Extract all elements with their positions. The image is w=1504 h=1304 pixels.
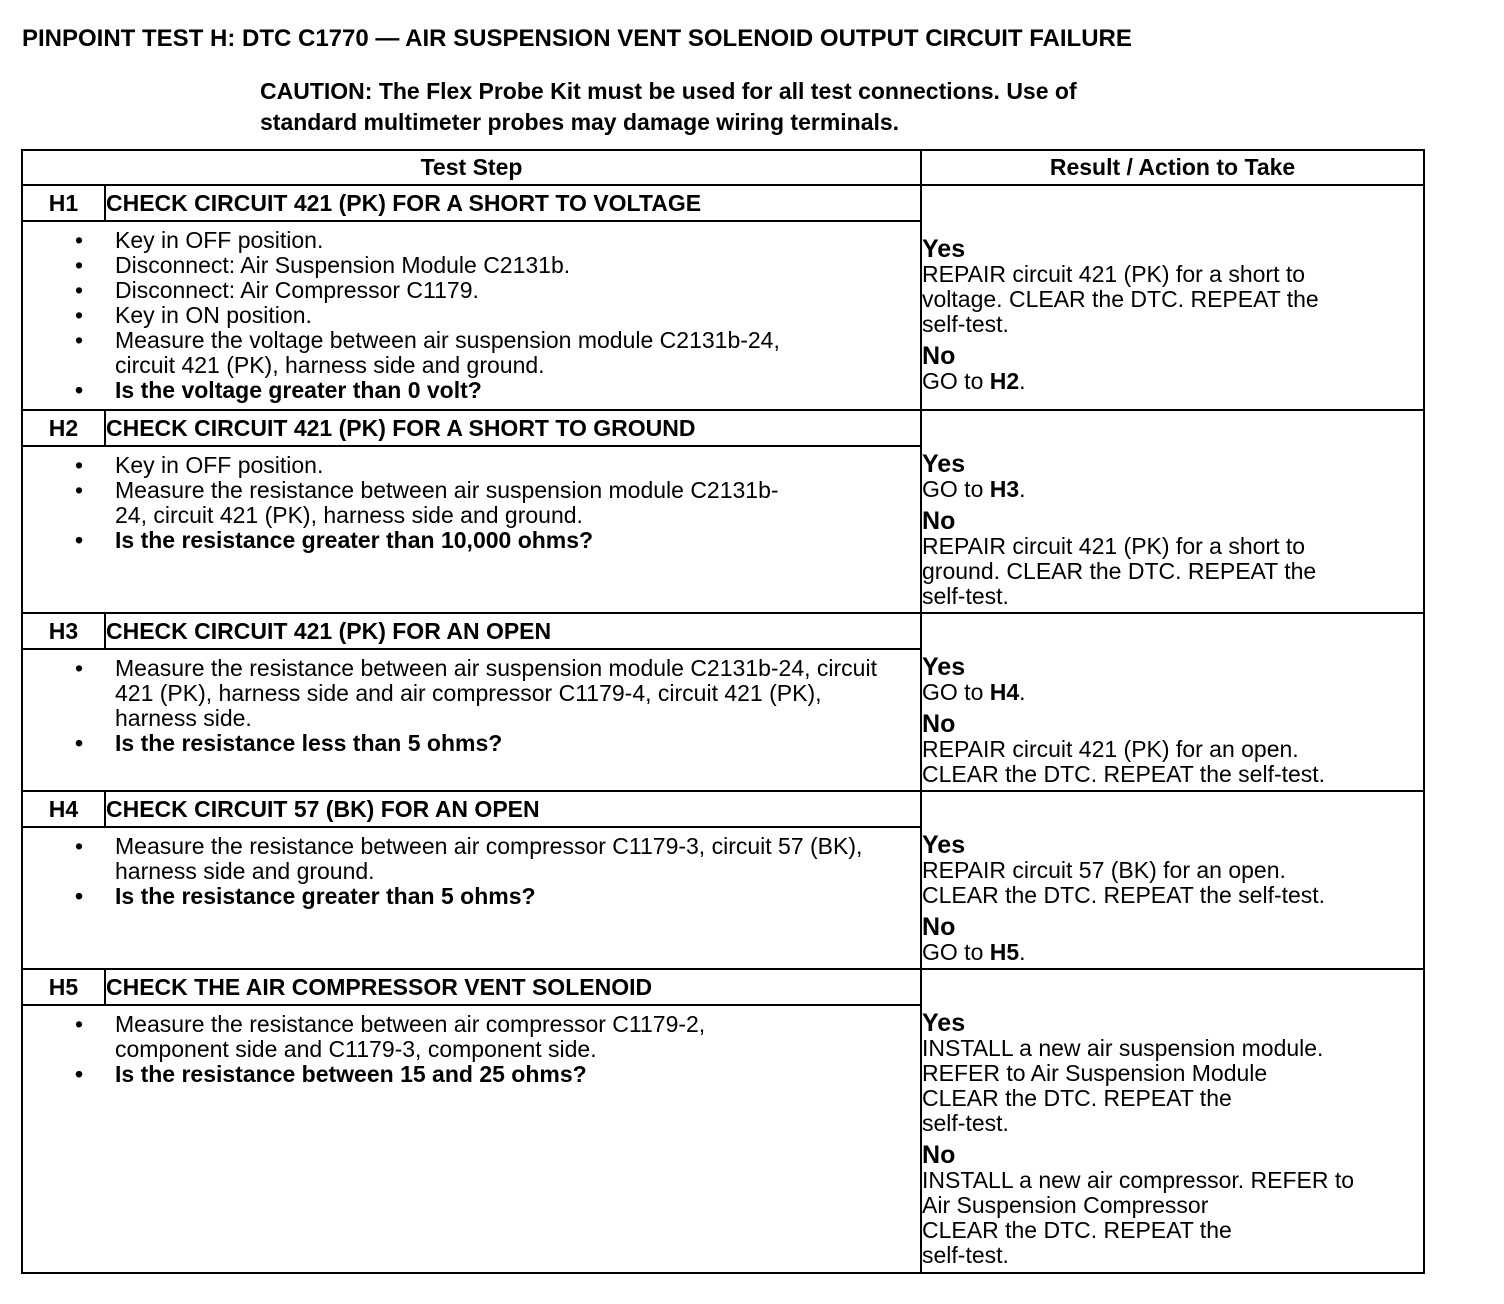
no-action: REPAIR circuit 421 (PK) for a short to ground. CLEAR the DTC. REPEAT the self-test. — [922, 533, 1317, 609]
step-id: H4 — [22, 791, 105, 827]
step-body — [22, 649, 921, 791]
step-bullets — [23, 650, 920, 762]
yes-action: REPAIR circuit 421 (PK) for a short to voltage. CLEAR the DTC. REPEAT the self-test. — [922, 261, 1319, 337]
step-id: H2 — [22, 410, 105, 446]
yes-label: Yes — [922, 235, 966, 263]
step-bullet: • Key in OFF position. — [115, 453, 920, 478]
yes-label: Yes — [922, 1009, 966, 1037]
step-bullet: • Measure the resistance between air compressor C1179-2, component side and C1179-3, component side. — [115, 1012, 920, 1062]
step-heading: CHECK THE AIR COMPRESSOR VENT SOLENOID — [105, 969, 921, 1005]
step-id: H1 — [22, 185, 105, 221]
step-heading-row — [22, 791, 1424, 827]
step-result — [921, 410, 1424, 613]
yes-action: INSTALL a new air suspension module. REFER to Air Suspension Module CLEAR the DTC. REPEAT the self-test. — [922, 1035, 1324, 1136]
step-bullet: • Disconnect: Air Compressor C1179. — [115, 278, 920, 303]
yes-action: REPAIR circuit 57 (BK) for an open. CLEAR the DTC. REPEAT the self-test. — [922, 857, 1326, 908]
no-action: REPAIR circuit 421 (PK) for an open. CLEAR the DTC. REPEAT the self-test. — [922, 736, 1326, 787]
step-question: • Is the resistance less than 5 ohms? — [115, 731, 920, 756]
next-step-ref: H2 — [989, 368, 1020, 394]
step-heading: CHECK CIRCUIT 421 (PK) FOR A SHORT TO GROUND — [105, 410, 921, 446]
no-label: No — [922, 342, 956, 370]
step-bullets — [23, 222, 920, 409]
step-bullets — [23, 1006, 920, 1093]
step-bullet: • Measure the voltage between air suspension module C2131b-24, circuit 421 (PK), harness side and ground. — [115, 328, 920, 378]
result-header: Result / Action to Take — [921, 150, 1424, 185]
step-question: • Is the voltage greater than 0 volt? — [115, 378, 920, 403]
yes-label: Yes — [922, 831, 966, 859]
step-heading: CHECK CIRCUIT 421 (PK) FOR AN OPEN — [105, 613, 921, 649]
step-heading-row — [22, 969, 1424, 1005]
no-action: GO to H5. — [922, 939, 1026, 965]
step-bullet: • Key in OFF position. — [115, 228, 920, 253]
step-question: • Is the resistance between 15 and 25 ohms? — [115, 1062, 920, 1087]
step-heading: CHECK CIRCUIT 57 (BK) FOR AN OPEN — [105, 791, 921, 827]
yes-label: Yes — [922, 653, 966, 681]
step-result — [921, 185, 1424, 410]
step-bullet: • Key in ON position. — [115, 303, 920, 328]
test-step-header: Test Step — [22, 150, 921, 185]
step-question: • Is the resistance greater than 5 ohms? — [115, 884, 920, 909]
pinpoint-test-table — [21, 149, 1425, 1274]
step-bullet: • Disconnect: Air Suspension Module C2131b. — [115, 253, 920, 278]
yes-action: GO to H4. — [922, 679, 1026, 705]
step-heading: CHECK CIRCUIT 421 (PK) FOR A SHORT TO VOLTAGE — [105, 185, 921, 221]
step-bullet: • Measure the resistance between air suspension module C2131b-24, circuit 421 (PK), harness side and air compressor C1179-4, circuit 421 (PK), harness side. — [115, 656, 920, 731]
step-body — [22, 827, 921, 969]
table-header-row — [22, 150, 1424, 185]
next-step-ref: H4 — [989, 679, 1020, 705]
next-step-ref: H3 — [989, 476, 1020, 502]
step-result — [921, 791, 1424, 969]
yes-label: Yes — [922, 450, 966, 478]
page-title: PINPOINT TEST H: DTC C1770 — AIR SUSPENSION VENT SOLENOID OUTPUT CIRCUIT FAILURE — [22, 25, 1132, 52]
step-bullets — [23, 447, 920, 559]
step-result — [921, 969, 1424, 1273]
caution-note — [260, 76, 1220, 138]
step-body — [22, 1005, 921, 1273]
no-label: No — [922, 913, 956, 941]
step-heading-row — [22, 185, 1424, 221]
step-heading-row — [22, 613, 1424, 649]
step-bullets — [23, 828, 920, 915]
no-action: INSTALL a new air compressor. REFER to Air Suspension Compressor CLEAR the DTC. REPEAT the self-test. — [922, 1167, 1355, 1268]
caution-line-2: standard multimeter probes may damage wiring terminals. — [260, 109, 900, 135]
no-action: GO to H2. — [922, 368, 1026, 394]
step-result — [921, 613, 1424, 791]
next-step-ref: H5 — [989, 939, 1020, 965]
step-bullet: • Measure the resistance between air compressor C1179-3, circuit 57 (BK), harness side and ground. — [115, 834, 920, 884]
step-heading-row — [22, 410, 1424, 446]
no-label: No — [922, 710, 956, 738]
caution-line-1: CAUTION: The Flex Probe Kit must be used for all test connections. Use of — [260, 78, 1077, 104]
yes-action: GO to H3. — [922, 476, 1026, 502]
step-body — [22, 446, 921, 613]
step-question: • Is the resistance greater than 10,000 ohms? — [115, 528, 920, 553]
no-label: No — [922, 1141, 956, 1169]
no-label: No — [922, 507, 956, 535]
step-body — [22, 221, 921, 410]
step-bullet: • Measure the resistance between air suspension module C2131b-24, circuit 421 (PK), harness side and ground. — [115, 478, 920, 528]
step-id: H3 — [22, 613, 105, 649]
step-id: H5 — [22, 969, 105, 1005]
